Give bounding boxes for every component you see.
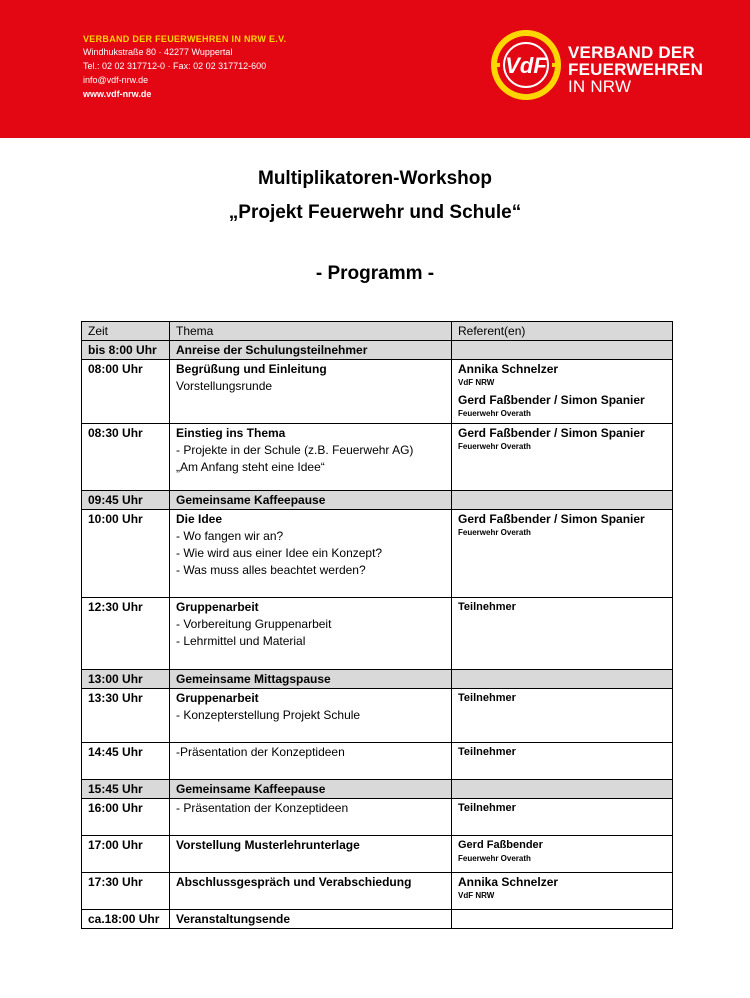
topic-title: Vorstellung Musterlehrunterlage <box>176 838 360 852</box>
cell-topic <box>170 689 452 743</box>
logo-line3: IN NRW <box>568 77 632 96</box>
vdf-mark: VdF <box>505 53 547 78</box>
speaker-org: Feuerwehr Overath <box>458 854 531 863</box>
topic-title: Gemeinsame Mittagspause <box>176 672 331 686</box>
speaker-name: Teilnehmer <box>458 692 516 704</box>
speaker-name: Gerd Faßbender / Simon Spanier <box>458 393 645 407</box>
cell-speakers <box>452 836 673 873</box>
speaker-name: Annika Schnelzer <box>458 875 559 889</box>
cell-speakers <box>452 873 673 910</box>
topic-line: - Wie wird aus einer Idee ein Konzept? <box>176 546 383 560</box>
topic-line: - Vorbereitung Gruppenarbeit <box>176 617 332 631</box>
title-project: „Projekt Feuerwehr und Schule“ <box>228 202 522 223</box>
logo-line1: VERBAND DER <box>568 43 695 62</box>
org-email: info@vdf-nrw.de <box>83 75 149 85</box>
cell-speakers <box>452 743 673 780</box>
time-label: bis 8:00 Uhr <box>88 343 157 357</box>
cell-topic <box>170 341 452 360</box>
org-name: VERBAND DER FEUERWEHREN IN NRW E.V. <box>83 34 287 44</box>
table-row <box>82 743 673 780</box>
topic-title: Die Idee <box>176 512 223 526</box>
cell-topic <box>170 424 452 491</box>
time-label: 17:30 Uhr <box>88 875 143 889</box>
cell-time <box>82 424 170 491</box>
cell-speakers <box>452 424 673 491</box>
cell-topic <box>170 873 452 910</box>
speaker-org: Feuerwehr Overath <box>458 528 531 537</box>
speaker-name: Teilnehmer <box>458 601 516 613</box>
time-label: 09:45 Uhr <box>88 493 143 507</box>
time-label: ca.18:00 Uhr <box>88 912 160 926</box>
table-row <box>82 670 673 689</box>
table-row <box>82 689 673 743</box>
speaker-name: Teilnehmer <box>458 746 516 758</box>
table-row <box>82 910 673 929</box>
topic-line: - Konzepterstellung Projekt Schule <box>176 708 361 722</box>
time-label: 13:00 Uhr <box>88 672 143 686</box>
topic-line: -Präsentation der Konzeptideen <box>176 745 345 759</box>
table-header-row <box>82 322 673 341</box>
program-table <box>81 321 673 929</box>
topic-title: Abschlussgespräch und Verabschiedung <box>176 875 412 889</box>
table-row <box>82 780 673 799</box>
cell-speakers <box>452 598 673 670</box>
cell-time <box>82 799 170 836</box>
cell-time <box>82 689 170 743</box>
header-speakers: Referent(en) <box>452 322 673 341</box>
org-website: www.vdf-nrw.de <box>83 89 152 99</box>
cell-topic <box>170 360 452 424</box>
table-row <box>82 799 673 836</box>
header-topic: Thema <box>170 322 452 341</box>
time-label: 08:30 Uhr <box>88 426 143 440</box>
time-label: 17:00 Uhr <box>88 838 143 852</box>
cell-speakers <box>452 910 673 929</box>
org-address: Windhukstraße 80 · 42277 Wuppertal <box>83 47 233 57</box>
cell-time <box>82 836 170 873</box>
cell-topic <box>170 598 452 670</box>
cell-speakers <box>452 510 673 598</box>
cell-speakers <box>452 341 673 360</box>
time-label: 10:00 Uhr <box>88 512 143 526</box>
vdf-logo <box>488 27 718 103</box>
speaker-org: Feuerwehr Overath <box>458 442 531 451</box>
topic-line: - Projekte in der Schule (z.B. Feuerwehr AG) <box>176 443 414 457</box>
cell-speakers <box>452 360 673 424</box>
cell-speakers <box>452 491 673 510</box>
table-row <box>82 360 673 424</box>
speaker-name: Gerd Faßbender / Simon Spanier <box>458 512 645 526</box>
time-label: 12:30 Uhr <box>88 600 143 614</box>
cell-topic <box>170 743 452 780</box>
table-row <box>82 598 673 670</box>
speaker-org: Feuerwehr Overath <box>458 409 531 418</box>
cell-time <box>82 360 170 424</box>
document-titles <box>0 165 750 287</box>
speaker-name: Teilnehmer <box>458 802 516 814</box>
cell-time <box>82 598 170 670</box>
vdf-emblem-icon <box>488 27 564 103</box>
table-row <box>82 341 673 360</box>
title-program: - Programm - <box>315 263 435 284</box>
cell-time <box>82 491 170 510</box>
cell-topic <box>170 491 452 510</box>
topic-title: Anreise der Schulungsteilnehmer <box>176 343 368 357</box>
topic-title: Begrüßung und Einleitung <box>176 362 327 376</box>
cell-speakers <box>452 780 673 799</box>
cell-speakers <box>452 799 673 836</box>
title-workshop: Multiplikatoren-Workshop <box>258 168 492 189</box>
cell-topic <box>170 836 452 873</box>
header-time: Zeit <box>82 322 170 341</box>
cell-time <box>82 743 170 780</box>
topic-line: - Was muss alles beachtet werden? <box>176 563 366 577</box>
cell-speakers <box>452 689 673 743</box>
cell-speakers <box>452 670 673 689</box>
cell-topic <box>170 780 452 799</box>
cell-time <box>82 873 170 910</box>
cell-time <box>82 341 170 360</box>
cell-topic <box>170 510 452 598</box>
speaker-name: Annika Schnelzer <box>458 362 559 376</box>
cell-time <box>82 780 170 799</box>
time-label: 16:00 Uhr <box>88 801 143 815</box>
logo-text <box>568 44 703 95</box>
topic-line: - Lehrmittel und Material <box>176 634 306 648</box>
speaker-org: VdF NRW <box>458 891 495 900</box>
cell-time <box>82 510 170 598</box>
topic-title: Einstieg ins Thema <box>176 426 286 440</box>
cell-time <box>82 670 170 689</box>
time-label: 15:45 Uhr <box>88 782 143 796</box>
table-row <box>82 491 673 510</box>
cell-time <box>82 910 170 929</box>
topic-line: „Am Anfang steht eine Idee“ <box>176 460 325 474</box>
cell-topic <box>170 799 452 836</box>
time-label: 14:45 Uhr <box>88 745 143 759</box>
topic-line: Vorstellungsrunde <box>176 379 273 393</box>
topic-title: Gemeinsame Kaffeepause <box>176 493 326 507</box>
topic-title: Gruppenarbeit <box>176 691 259 705</box>
time-label: 13:30 Uhr <box>88 691 143 705</box>
org-contact-block <box>83 33 286 101</box>
table-row <box>82 424 673 491</box>
topic-line: - Präsentation der Konzeptideen <box>176 801 349 815</box>
topic-title: Veranstaltungsende <box>176 912 291 926</box>
topic-line: - Wo fangen wir an? <box>176 529 284 543</box>
time-label: 08:00 Uhr <box>88 362 143 376</box>
cell-topic <box>170 910 452 929</box>
speaker-name: Gerd Faßbender / Simon Spanier <box>458 426 645 440</box>
org-phone: Tel.: 02 02 317712-0 · Fax: 02 02 317712-600 <box>83 61 267 71</box>
table-row <box>82 510 673 598</box>
table-row <box>82 836 673 873</box>
speaker-org: VdF NRW <box>458 378 495 387</box>
logo-line2: FEUERWEHREN <box>568 60 704 79</box>
topic-title: Gemeinsame Kaffeepause <box>176 782 326 796</box>
speaker-name: Gerd Faßbender <box>458 839 543 851</box>
letterhead <box>0 0 750 138</box>
topic-title: Gruppenarbeit <box>176 600 259 614</box>
table-row <box>82 873 673 910</box>
cell-topic <box>170 670 452 689</box>
